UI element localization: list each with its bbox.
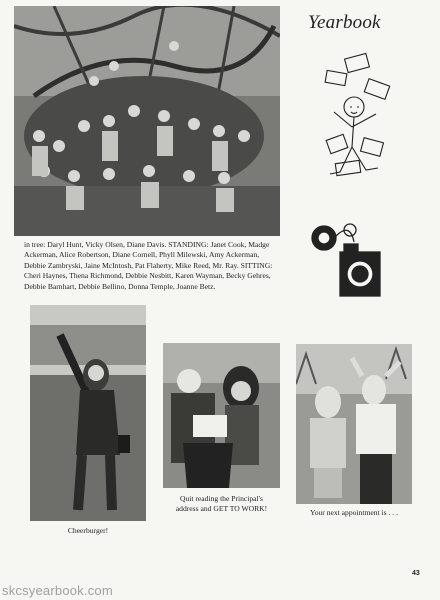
sketch-illustration xyxy=(316,52,396,192)
appointment-photo xyxy=(296,344,412,504)
principal-caption-line1: Quit reading the Principal's xyxy=(180,494,263,503)
cheerleader-photo xyxy=(30,305,146,521)
page-number: 43 xyxy=(412,570,420,577)
page-title: Yearbook xyxy=(308,12,381,33)
group-caption: in tree: Daryl Hunt, Vicky Olsen, Diane Davis. STANDING: Janet Cook, Madge Ackerman, Alice Robertson, Diane Cornell, Phyll Milewski, Amy Ackerman, Debbie Zambryski, Jaine McIntosh, Pat Flaherty, Mike Reed, Mr. Ray. SITTING: Cheri Haynes, Thena Richmond, Debbie Nesbitt, Karen Wayman, Becky Gehres, Debbie Barnhart, Debbie Bellino, Donna Temple, Joanne Betz. xyxy=(24,240,273,291)
appointment-caption: Your next appointment is . . . xyxy=(309,508,399,517)
principal-photo xyxy=(163,343,280,488)
camera-illustration xyxy=(310,214,386,304)
watermark: skcsyearbook.com xyxy=(2,583,113,598)
principal-caption-line2: address and GET TO WORK! xyxy=(175,504,268,513)
group-photo xyxy=(14,6,280,236)
cheerleader-caption: Cheerburger! xyxy=(67,526,109,535)
